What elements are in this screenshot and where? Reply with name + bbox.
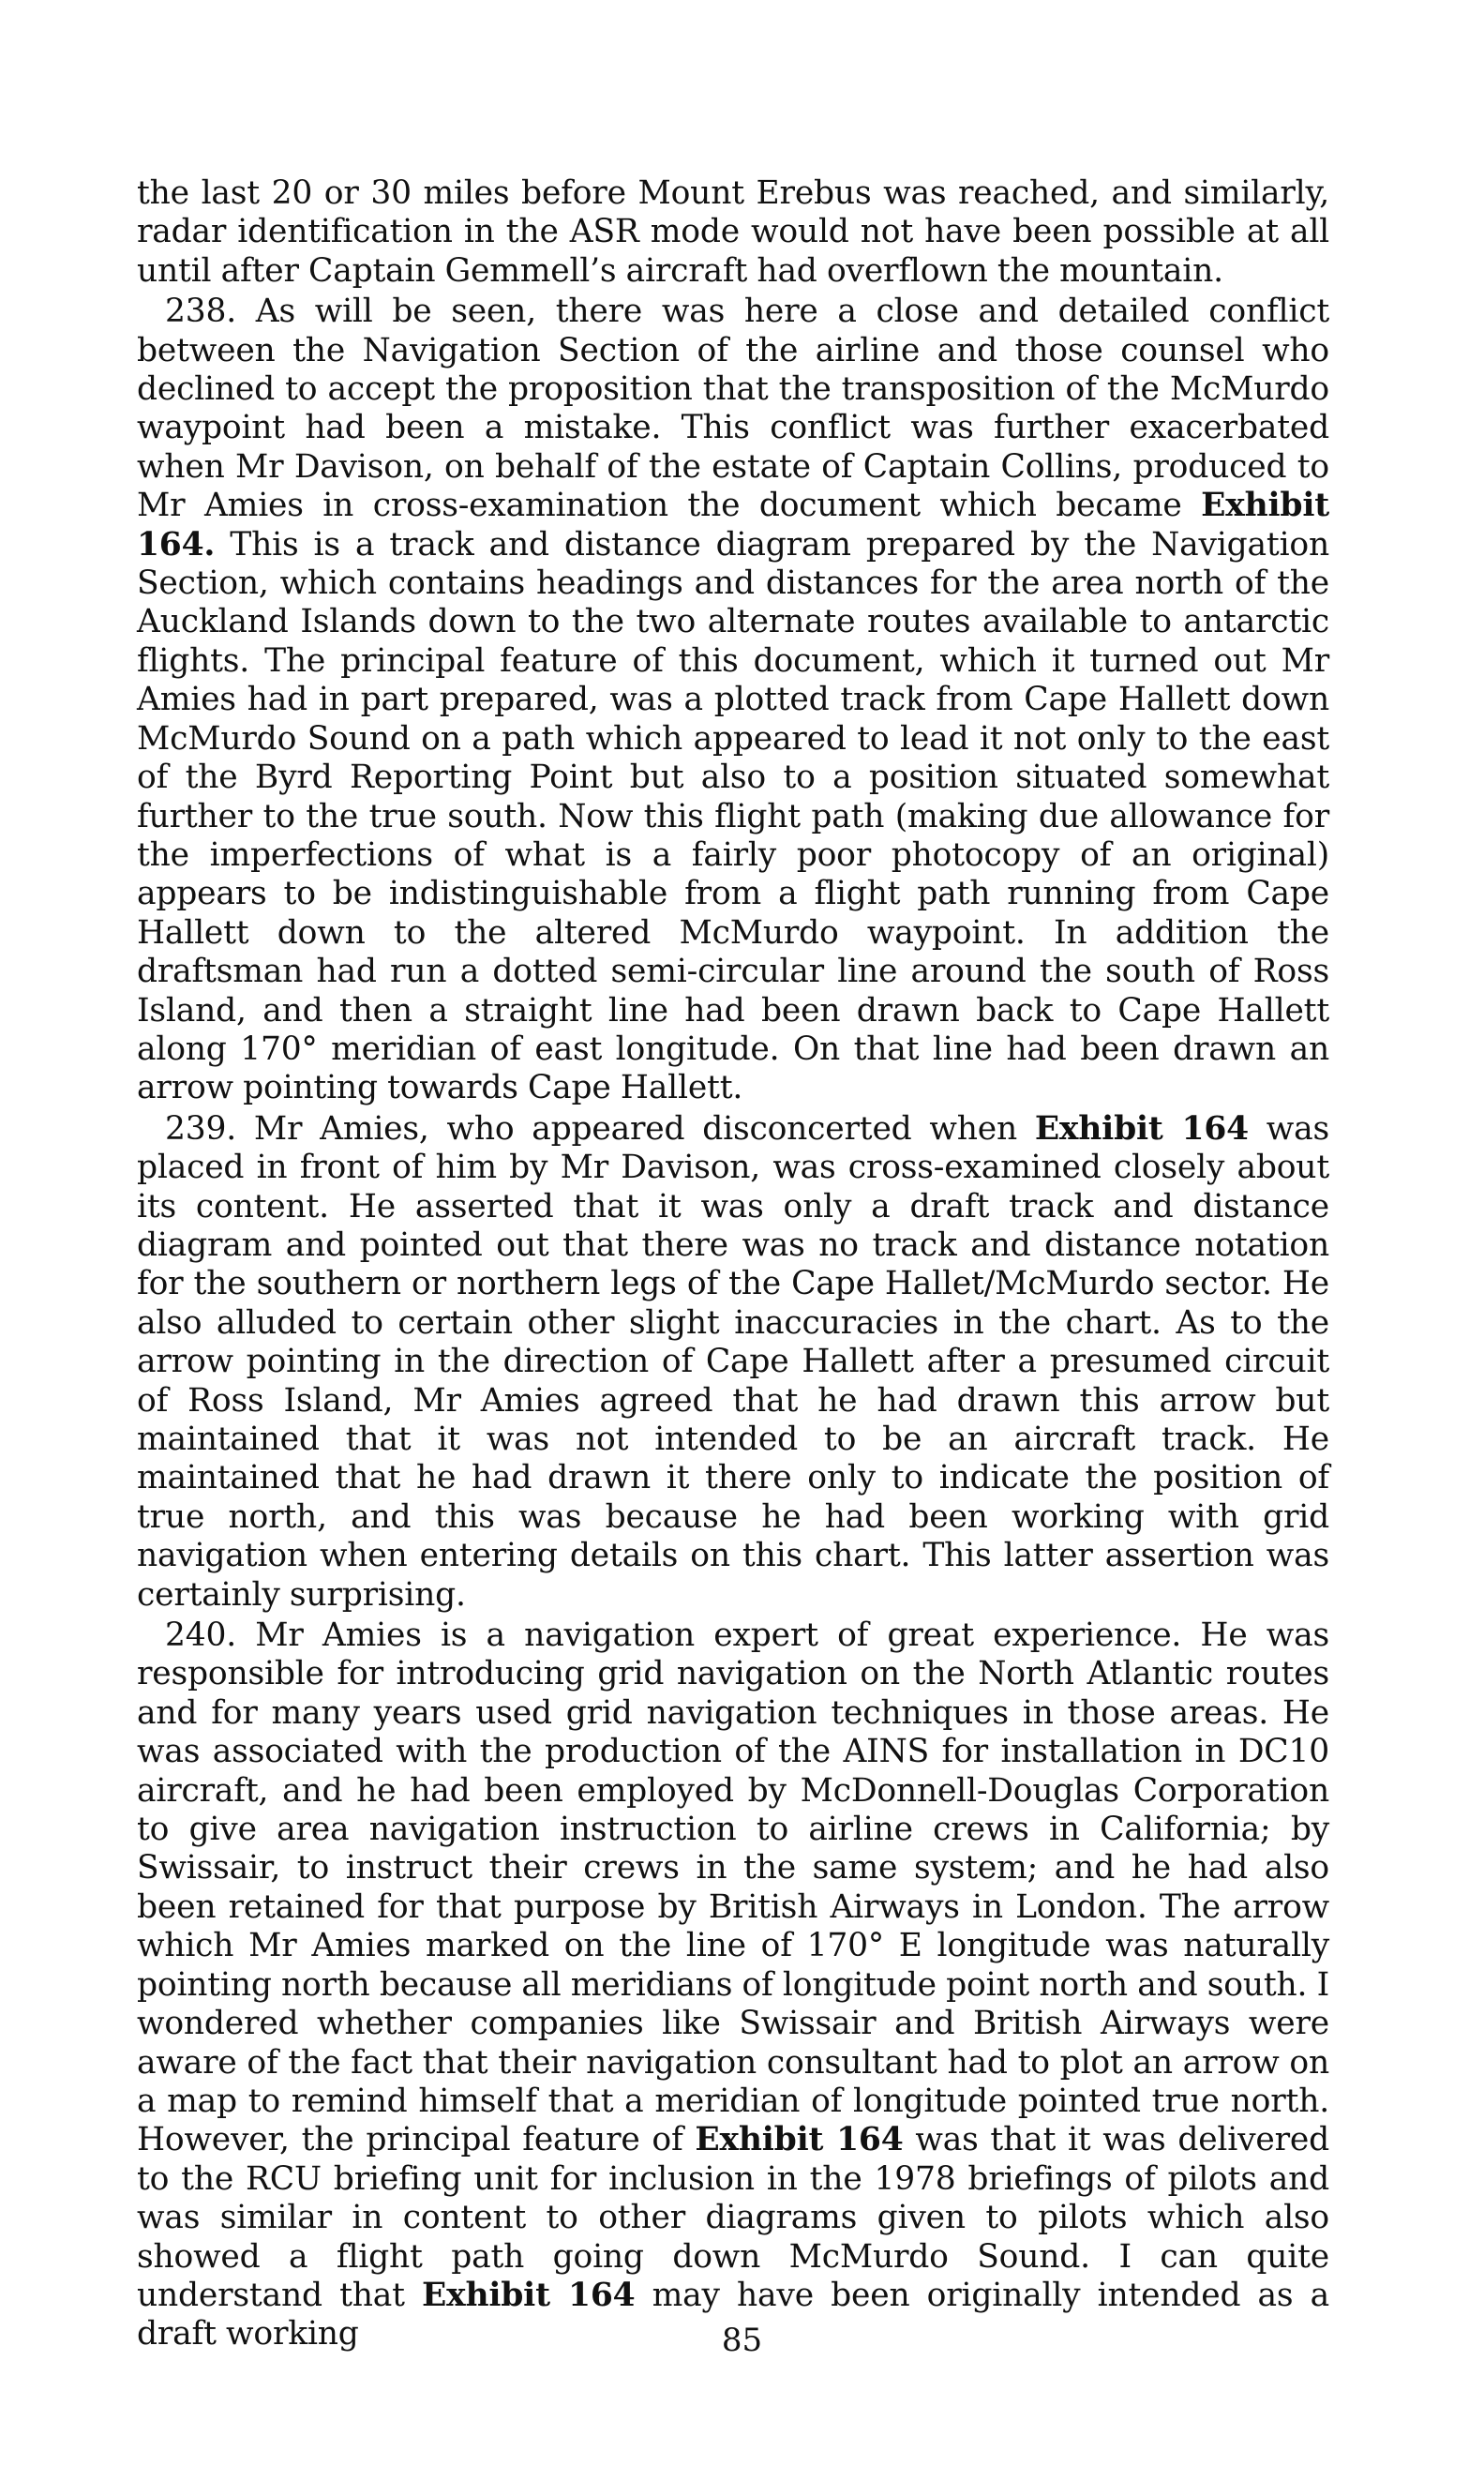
paragraph-text: may have been originally intended as a draft working (137, 2276, 1329, 2353)
paragraph-continuation (137, 174, 1329, 291)
exhibit-reference: Exhibit 164 (695, 2121, 904, 2159)
paragraph-text: was that it was delivered to the RCU briefing unit for inclusion in the 1978 briefings of pilots and was similar in content to other diagrams given to pilots which also showed a flight path going down McMurdo Sound. I can quite understand that (137, 2121, 1330, 2314)
paragraph-text: 239. Mr Amies, who appeared disconcerted when (165, 1109, 1035, 1148)
paragraph-text: This is a track and distance diagram prepared by the Navigation Section, which contains headings and distances for the area north of the Auckland Islands down to the two alternate routes available to antarctic flights. The principal feature of this document, which it turned out Mr Amies had in part prepared, was a plotted track from Cape Hallett down McMurdo Sound on a path which appeared to lead it not only to the east of the Byrd Reporting Point but also to a position situated somewhat further to the true south. Now this flight path (making due allowance for the imperfections of what is a fairly poor photocopy of an original) appears to be indistinguishable from a flight path running from Cape Hallett down to the altered McMurdo waypoint. In addition the draftsman had run a dotted semi-circular line around the south of Ross Island, and then a straight line had been drawn back to Cape Hallett along 170° meridian of east longitude. On that line had been drawn an arrow pointing towards Cape Hallett. (137, 525, 1329, 1107)
exhibit-reference: Exhibit 164 (421, 2276, 636, 2314)
page-body (137, 174, 1329, 2354)
paragraph-text: was placed in front of him by Mr Davison, was cross-examined closely about its content. He asserted that it was only a draft track and distance diagram and pointed out that there was no track and distance notation for the southern or northern legs of the Cape Hallet/McMurdo sector. He also alluded to certain other slight inaccuracies in the chart. As to the arrow pointing in the direction of Cape Hallett after a presumed circuit of Ross Island, Mr Amies agreed that he had drawn this arrow but maintained that it was not intended to be an aircraft track. He maintained that he had drawn it there only to indicate the position of true north, and this was because he had been working with grid navigation when entering details on this chart. This latter assertion was certainly surprising. (137, 1109, 1329, 1614)
paragraph-text: 238. As will be seen, there was here a close and detailed conflict between the Navigation Section of the airline and those counsel who declined to accept the proposition that the transposition of the McMurdo waypoint had been a mistake. This conflict was further exacerbated when Mr Davison, on behalf of the estate of Captain Collins, produced to Mr Amies in cross-examination the document which became (137, 293, 1329, 525)
paragraph-238 (137, 293, 1329, 1108)
exhibit-reference: Exhibit 164. (137, 487, 1329, 564)
paragraph-240 (137, 1616, 1329, 2354)
paragraph-text: 240. Mr Amies is a navigation expert of great experience. He was responsible for introducing grid navigation on the North Atlantic routes and for many years used grid navigation techniques in those areas. He was associated with the production of the AINS for installation in DC10 aircraft, and he had been employed by McDonnell-Douglas Corporation to give area navigation instruction to airline crews in California; by Swissair, to instruct their crews in the same system; and he had also been retained for that purpose by British Airways in London. The arrow which Mr Amies marked on the line of 170° E longitude was naturally pointing north because all meridians of longitude point north and south. I wondered whether companies like Swissair and British Airways were aware of the fact that their navigation consultant had to plot an arrow on a map to remind himself that a meridian of longitude pointed true north. However, the principal feature of (137, 1616, 1329, 2159)
paragraph-text: the last 20 or 30 miles before Mount Erebus was reached, and similarly, radar identification in the ASR mode would not have been possible at all until after Captain Gemmell’s aircraft had overflown the mountain. (137, 174, 1329, 290)
paragraph-239 (137, 1110, 1329, 1615)
page-number: 85 (721, 2322, 763, 2359)
exhibit-reference: Exhibit 164 (1034, 1109, 1249, 1148)
